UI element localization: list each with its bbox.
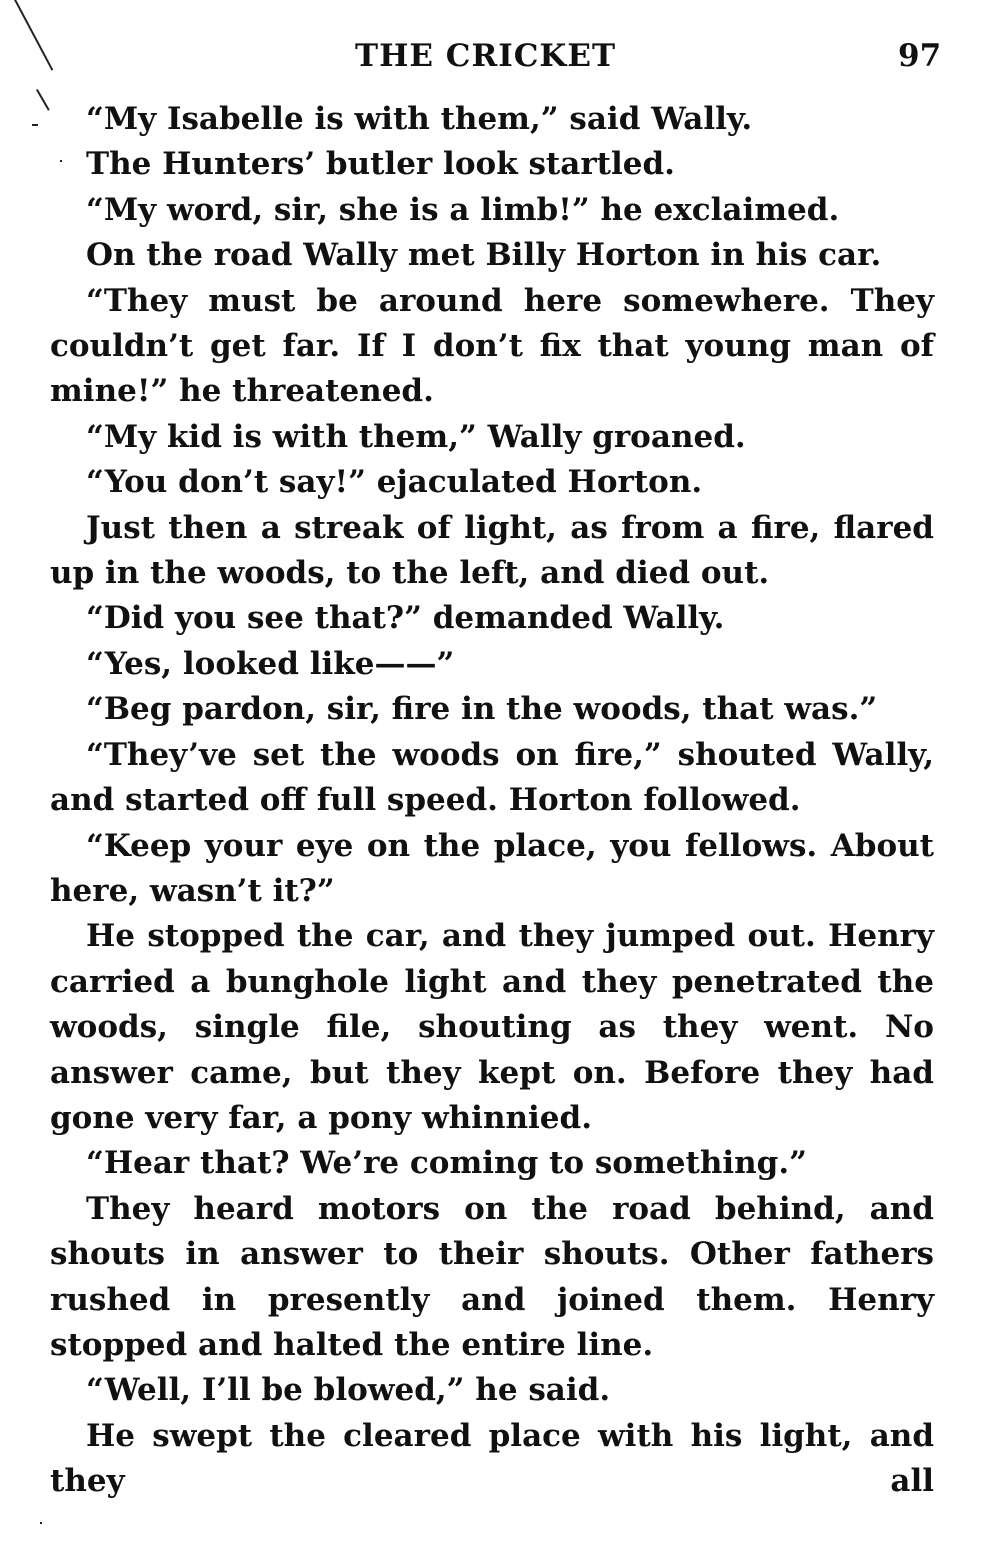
paragraph: “Keep your eye on the place, you fellows. About here, wasn’t it?” bbox=[50, 827, 934, 909]
body-text bbox=[50, 97, 934, 1505]
scan-artifact-mark bbox=[40, 1522, 42, 1524]
paragraph: On the road Wally met Billy Horton in his car. bbox=[86, 237, 882, 274]
paragraph: “My kid is with them,” Wally groaned. bbox=[86, 418, 746, 455]
scan-artifact-mark bbox=[36, 89, 50, 111]
paragraph: “Did you see that?” demanded Wally. bbox=[86, 600, 725, 637]
paragraph: “They must be around here somewhere. They couldn’t get far. If I don’t fix that young man of mine!” he threatened. bbox=[50, 282, 934, 410]
running-head: THE CRICKET bbox=[355, 38, 617, 74]
paragraph: He stopped the car, and they jumped out. Henry carried a bunghole light and they penetrated the woods, single file, shouting as they went. No answer came, but they kept on. Before they had gone very far, a pony whinnied. bbox=[50, 918, 934, 1136]
paragraph: “Yes, looked like——” bbox=[86, 645, 455, 682]
page-number: 97 bbox=[898, 38, 942, 74]
paragraph: They heard motors on the road behind, and shouts in answer to their shouts. Other fathers rushed in presently and joined them. Henry stopped and halted the entire line. bbox=[50, 1190, 934, 1363]
paragraph: “They’ve set the woods on fire,” shouted Wally, and started off full speed. Horton followed. bbox=[50, 736, 934, 819]
scan-artifact-mark bbox=[32, 124, 38, 126]
paragraph: Just then a streak of light, as from a fire, flared up in the woods, to the left, and died out. bbox=[50, 509, 934, 592]
paragraph: “Well, I’ll be blowed,” he said. bbox=[86, 1372, 611, 1409]
paragraph: The Hunters’ butler look startled. bbox=[86, 146, 675, 183]
paragraph: “My word, sir, she is a limb!” he exclaimed. bbox=[86, 191, 840, 228]
page-header bbox=[0, 38, 1000, 88]
paragraph: “Hear that? We’re coming to something.” bbox=[86, 1145, 807, 1182]
paragraph: “My Isabelle is with them,” said Wally. bbox=[86, 101, 753, 137]
paragraph: “Beg pardon, sir, fire in the woods, that was.” bbox=[86, 691, 878, 728]
paragraph: “You don’t say!” ejaculated Horton. bbox=[86, 464, 703, 501]
paragraph: He swept the cleared place with his light, and they all bbox=[50, 1417, 934, 1500]
